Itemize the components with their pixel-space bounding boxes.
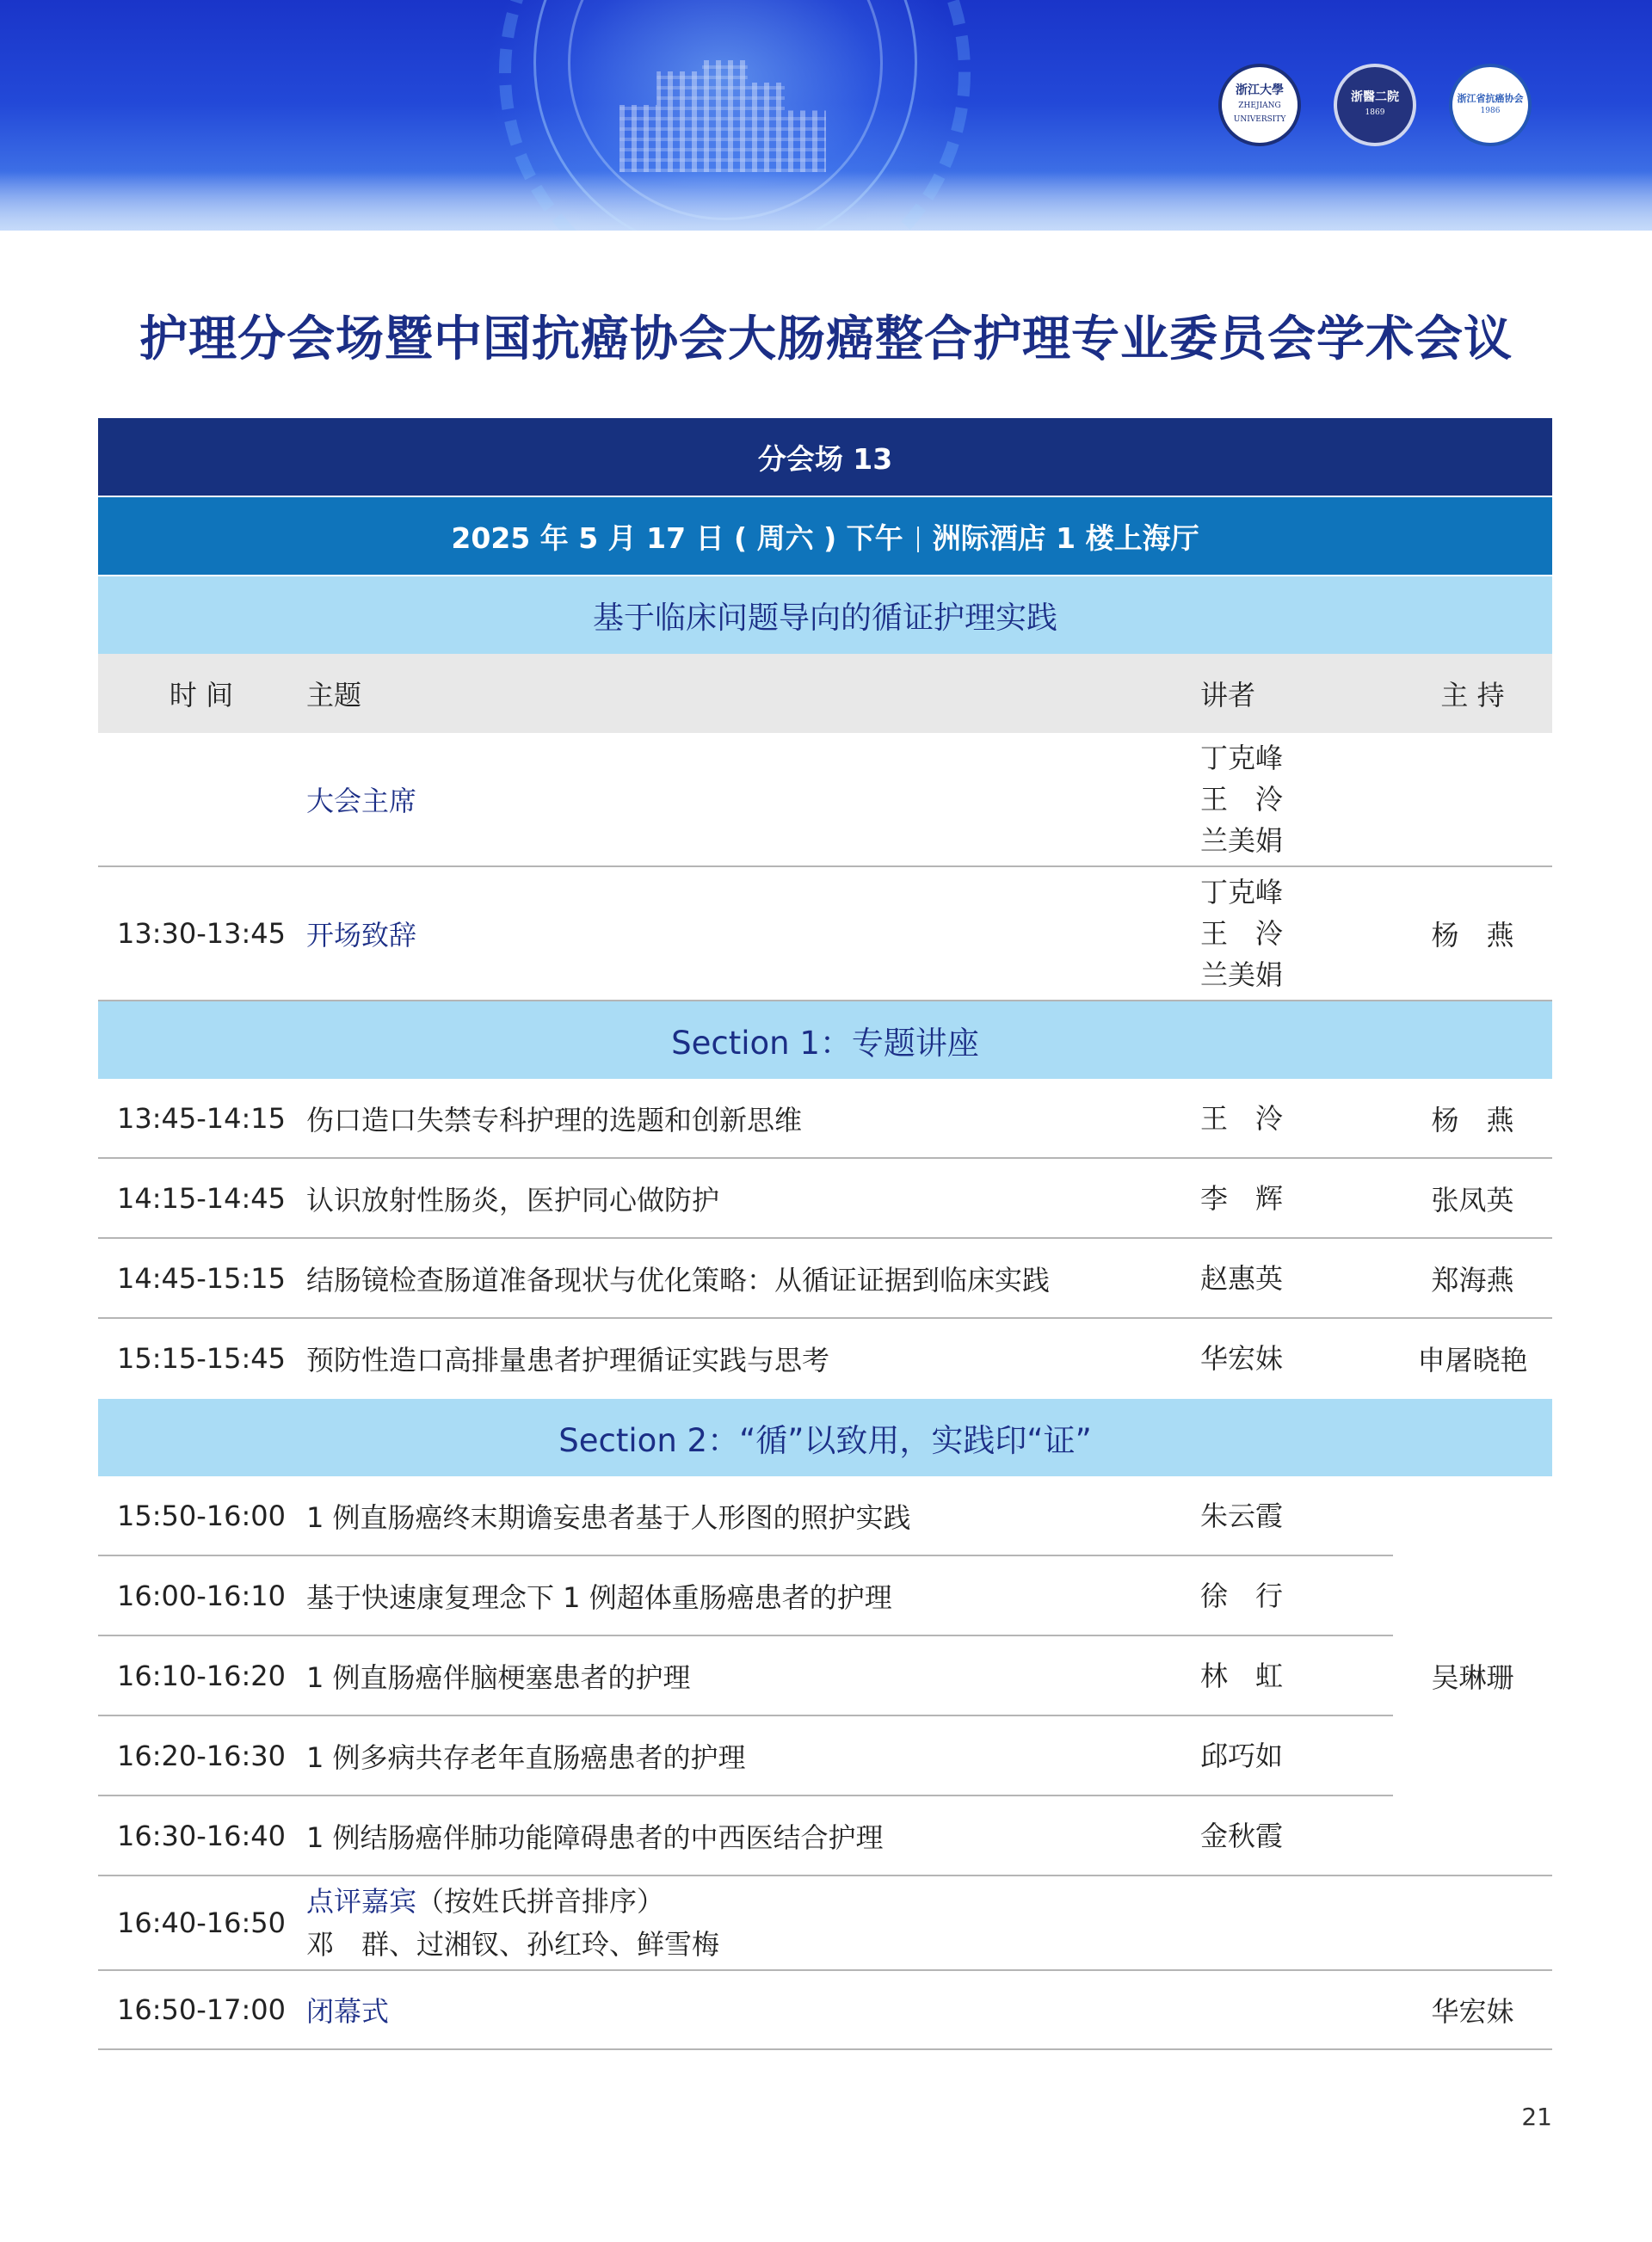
row-speakers xyxy=(1131,866,1393,1001)
row-speaker: 华宏妹 xyxy=(1200,1341,1284,1375)
row-host: 杨 燕 xyxy=(1393,1079,1552,1158)
row-time: 16:20-16:30 xyxy=(98,1715,305,1795)
row-topic: 预防性造口高排量患者护理循证实践与思考 xyxy=(306,1343,830,1377)
row-topic: 开场致辞 xyxy=(305,866,1131,1001)
review-guest-names: 邓 群、过湘钗、孙红玲、鲜雪梅 xyxy=(306,1928,720,1961)
table-row xyxy=(98,866,1552,1001)
row-host xyxy=(1393,733,1552,866)
logo-subtext: 1986 xyxy=(1480,107,1501,115)
review-label: 点评嘉宾 xyxy=(306,1885,417,1918)
review-row xyxy=(98,1876,1552,1970)
row-time: 16:00-16:10 xyxy=(98,1555,305,1635)
divider xyxy=(917,527,919,552)
table-row xyxy=(98,1555,1552,1635)
header-topic: 主题 xyxy=(305,654,1131,733)
table-row xyxy=(98,1476,1552,1555)
zhejiang-university-logo xyxy=(1218,64,1301,146)
row-speaker: 徐 行 xyxy=(1131,1555,1393,1635)
row-speaker: 邱巧如 xyxy=(1131,1715,1393,1795)
row-host: 张凤英 xyxy=(1393,1158,1552,1238)
row-topic: 1 例直肠癌终末期谵妄患者基于人形图的照护实践 xyxy=(305,1476,1131,1555)
review-cell xyxy=(305,1876,1552,1970)
row-time: 14:45-15:15 xyxy=(98,1238,305,1318)
datetime-venue-cell xyxy=(98,496,1552,576)
row-speaker: 朱云霞 xyxy=(1131,1476,1393,1555)
header-time: 时 间 xyxy=(98,654,305,733)
section-2-host: 吴琳珊 xyxy=(1393,1476,1552,1876)
row-host: 杨 燕 xyxy=(1393,866,1552,1001)
table-row xyxy=(98,1795,1552,1876)
logo-subtext: 1869 xyxy=(1365,108,1385,117)
row-speaker xyxy=(1131,1970,1393,2049)
header-speaker: 讲者 xyxy=(1131,654,1393,733)
row-time: 15:15-15:45 xyxy=(117,1341,286,1375)
speaker-name: 兰美娟 xyxy=(1200,824,1284,857)
logo-text: 浙醫二院 xyxy=(1351,90,1399,104)
row-time: 15:50-16:00 xyxy=(98,1476,305,1555)
logo-text: 浙江大學 xyxy=(1236,83,1284,97)
table-row xyxy=(98,1079,1552,1158)
row-speaker: 林 虹 xyxy=(1131,1635,1393,1715)
session-venue: 洲际酒店 1 楼上海厅 xyxy=(932,520,1199,555)
logo-subtext: ZHEJIANG UNIVERSITY xyxy=(1233,102,1286,124)
logo-group xyxy=(1218,64,1532,146)
row-speaker: 李 辉 xyxy=(1131,1158,1393,1238)
session-title: 分会场 13 xyxy=(98,418,1552,496)
session-header-row xyxy=(98,418,1552,496)
speaker-name: 丁克峰 xyxy=(1200,742,1284,774)
row-speaker: 金秋霞 xyxy=(1131,1795,1393,1876)
section-2-band xyxy=(98,1398,1552,1476)
table-row xyxy=(98,1238,1552,1318)
table-row xyxy=(98,733,1552,866)
row-host: 申屠晓艳 xyxy=(1417,1343,1528,1377)
review-heading xyxy=(306,1880,1552,1923)
page-number: 21 xyxy=(1521,2103,1552,2131)
speaker-name: 兰美娟 xyxy=(1200,958,1284,991)
table-row xyxy=(98,1715,1552,1795)
header-banner xyxy=(0,0,1652,231)
datetime-row xyxy=(98,496,1552,576)
section-1-band xyxy=(98,1001,1552,1079)
row-time xyxy=(98,733,305,866)
row-topic: 大会主席 xyxy=(305,733,1131,866)
page-title: 护理分会场暨中国抗癌协会大肠癌整合护理专业委员会学术会议 xyxy=(139,311,1513,367)
zheyi-erjiyuan-logo xyxy=(1334,64,1416,146)
row-time: 16:50-17:00 xyxy=(98,1970,305,2049)
row-time: 14:15-14:45 xyxy=(98,1158,305,1238)
header-host: 主 持 xyxy=(1393,654,1552,733)
row-topic: 1 例结肠癌伴肺功能障碍患者的中西医结合护理 xyxy=(305,1795,1131,1876)
row-host: 华宏妹 xyxy=(1393,1970,1552,2049)
section-1-title: Section 1：专题讲座 xyxy=(98,1001,1552,1079)
speaker-name: 王 泠 xyxy=(1200,783,1284,816)
row-topic: 伤口造口失禁专科护理的选题和创新思维 xyxy=(305,1079,1131,1158)
row-topic: 1 例直肠癌伴脑梗塞患者的护理 xyxy=(305,1635,1131,1715)
logo-text: 浙江省抗癌协会 xyxy=(1457,93,1524,104)
speaker-name: 丁克峰 xyxy=(1200,876,1284,909)
session-theme: 基于临床问题导向的循证护理实践 xyxy=(98,576,1552,654)
table-row xyxy=(98,1158,1552,1238)
row-time: 16:40-16:50 xyxy=(98,1876,305,1970)
row-topic: 结肠镜检查肠道准备现状与优化策略：从循证证据到临床实践 xyxy=(305,1238,1131,1318)
row-topic: 认识放射性肠炎，医护同心做防护 xyxy=(305,1158,1131,1238)
row-speaker: 赵惠英 xyxy=(1131,1238,1393,1318)
banner-fade xyxy=(0,170,1652,231)
row-host: 郑海燕 xyxy=(1393,1238,1552,1318)
schedule-table xyxy=(98,418,1552,2050)
row-topic: 1 例多病共存老年直肠癌患者的护理 xyxy=(305,1715,1131,1795)
row-time: 13:30-13:45 xyxy=(98,866,305,1001)
theme-row xyxy=(98,576,1552,654)
closing-row xyxy=(98,1970,1552,2049)
session-datetime: 2025 年 5 月 17 日 ( 周六 ) 下午 xyxy=(451,520,903,555)
section-2-title: Section 2：“循”以致用，实践印“证” xyxy=(98,1398,1552,1476)
review-note: （按姓氏拼音排序） xyxy=(416,1885,665,1918)
row-topic: 闭幕式 xyxy=(305,1970,1131,2049)
row-topic: 基于快速康复理念下 1 例超体重肠癌患者的护理 xyxy=(305,1555,1131,1635)
speaker-name: 王 泠 xyxy=(1200,917,1284,950)
row-speaker: 王 泠 xyxy=(1131,1079,1393,1158)
row-time: 16:30-16:40 xyxy=(98,1795,305,1876)
row-time: 16:10-16:20 xyxy=(98,1635,305,1715)
column-header-row xyxy=(98,654,1552,733)
row-speakers xyxy=(1131,733,1393,866)
anti-cancer-association-logo xyxy=(1449,64,1532,146)
table-row xyxy=(98,1635,1552,1715)
row-time: 13:45-14:15 xyxy=(98,1079,305,1158)
table-row xyxy=(98,1318,1552,1398)
